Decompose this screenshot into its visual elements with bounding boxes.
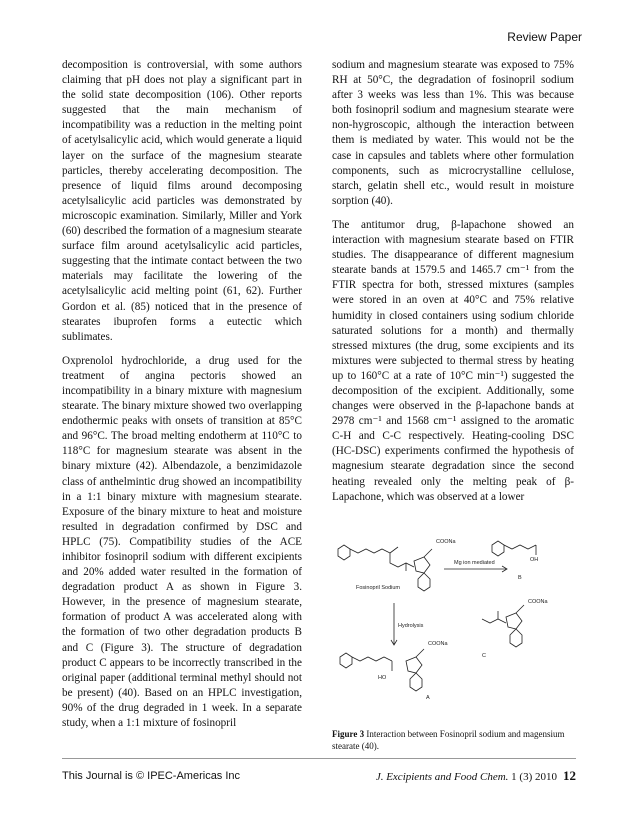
figure-3-scheme (332, 527, 574, 722)
label-mg: Mg ion mediated (454, 560, 495, 566)
paragraph: The antitumor drug, β-lapachone showed an interaction with magnesium stearate based on FTIR studies. The disappearance of different magnesium stearate bands at 1579.5 and 1465.7 cm⁻¹ from the FTIR spectra for both, stressed mixtures (samples were stored in an oven at 40°C and 75% relative humidity in closed containers using sodium chloride saturated solutions for a month) and thermally stressed mixtures (the drug, some excipients and its mixtures were subjected to thermal stress by heating up to 160°C at a rate of 10°C min⁻¹) suggested the decomposition of the excipient. Additionally, some changes were observed in the β-lapachone bands at 2978 cm⁻¹ and 1568 cm⁻¹ assigned to the aromatic C-H and C-C respectively. Heating-cooling DSC (HC-DSC) experiments confirmed the hypothesis of magnesium stearate degradation since the second heating revealed only the melting peak of β-Lapachone, which was observed at a lower (332, 218, 574, 503)
proline-ring (414, 557, 430, 573)
caption-text: Interaction between Fosinopril sodium and magensium stearate (40). (332, 729, 565, 751)
benzene-ring-b (492, 541, 504, 556)
label-oh: OH (530, 557, 539, 563)
footer-divider (62, 758, 576, 759)
footer-copyright: This Journal is © IPEC-Americas Inc (62, 770, 241, 782)
label-coona-c: COONa (528, 599, 548, 605)
footer-citation (376, 768, 576, 784)
label-c: C (482, 653, 486, 659)
journal-name: J. Excipients and Food Chem. (375, 771, 509, 783)
paragraph: decomposition is controversial, with some authors claiming that pH does not play a significant part in the solid state decomposition (106). Other reports suggested that the main mechanism of incompatibility was a reduction in the melting point of acetylsalicylic acid, which would generate a liquid layer on the surface of the magnesium stearate particles, thereby accelerating decomposition. The presence of liquid films around decomposing acetylsalicylic acid particles was demonstrated by microscopic examination. Similarly, Miller and York (60) described the formation of a magnesium stearate surface film around acetylsalicylic acid particles, suggesting that the intimate contact between the two materials may facilitate the lowering of the acetylsalicylic acid melting point (61, 62). Further Gordon et al. (85) noticed that in the presence of stearates ibuprofen forms a eutectic which sublimates. (62, 59, 302, 343)
caption-label: Figure 3 (332, 729, 365, 739)
proline-ring-a (406, 657, 422, 673)
benzene-ring-a (340, 653, 352, 668)
label-ho: HO (378, 675, 387, 681)
benzene-ring (338, 545, 350, 560)
cyclohexyl-ring-a (410, 673, 422, 691)
cyclohexyl-ring (418, 573, 430, 591)
label-coona: COONa (436, 539, 456, 545)
journal-volume: 1 (3) 2010 (511, 771, 557, 783)
label-b: B (518, 575, 522, 581)
label-a: A (426, 695, 430, 701)
proline-ring-c (506, 613, 522, 629)
paragraph: Oxprenolol hydrochloride, a drug used for the treatment of angina pectoris showed an incompatibility in a binary mixture with magnesium stearate. The binary mixture showed two overlapping endothermic peaks with onsets of transition at 85°C and 96°C. The broad melting endotherm at 110°C to 118°C for magnesium stearate was absent in the binary mixture (42). Albendazole, a benzimidazole class of anthelmintic drug showed an incompatibility in a 1:1 binary mixture with magnesium stearate. Exposure of the binary mixture to heat and moisture resulted in degradation confirmed by DSC and HPLC (75). Compatibility studies of the ACE inhibitor fosinopril sodium with different excipients and 20% added water resulted in the formation of degradation product A as shown in Figure 3. However, in the presence of magnesium stearate, formation of product A was accelerated along with the formation of two other degradation products B and C (Figure 3). The structure of degradation product C appears to be incorrectly transcribed in the original paper (additional terminal methyl should not be present) (40). Based on an HPLC investigation, 90% of the drug degraded in 1 week. In a separate study, when a 1:1 mixture of fosinopril (62, 354, 302, 730)
label-coona-a: COONa (428, 641, 448, 647)
column-right (332, 58, 574, 514)
page-number: 12 (563, 768, 576, 783)
alkyl-chain (350, 549, 390, 553)
phosphinate-chain (390, 553, 414, 567)
column-left (62, 58, 302, 740)
label-fosinopril: Fosinopril Sodium (356, 585, 401, 591)
header-label: Review Paper (507, 30, 582, 44)
label-hydrolysis: Hydrolysis (398, 623, 424, 629)
paragraph: sodium and magnesium stearate was exposed to 75% RH at 50°C, the degradation of fosinopril sodium after 3 weeks was less than 1%. This was because both fosinopril sodium and magnesium stearate were non-hygroscopic, although the interaction between them is mediated by water. This would not be the case in capsules and tablets where other formulation components, such as microcrystalline cellulose, starch, gelatin shell etc., would result in moisture sorption (40). (332, 59, 574, 207)
figure-caption (332, 728, 574, 752)
cyclohexyl-ring-c (510, 629, 522, 647)
